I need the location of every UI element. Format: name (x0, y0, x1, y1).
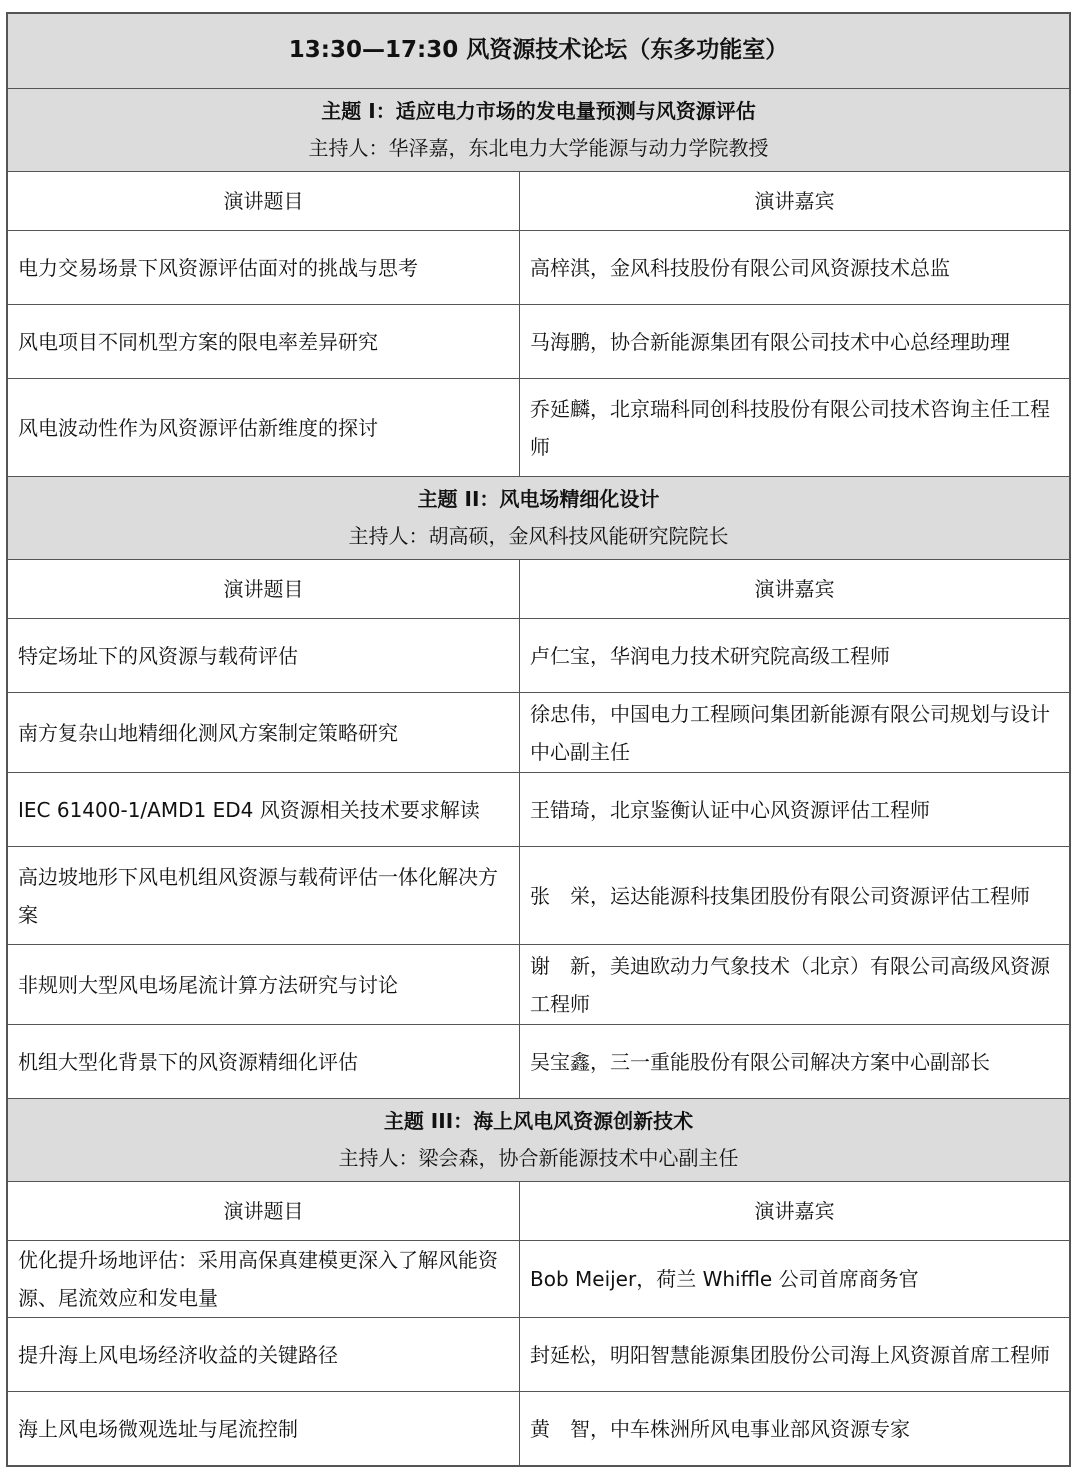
table-row (8, 847, 1070, 945)
talk-topic: 提升海上风电场经济收益的关键路径 (8, 1318, 520, 1392)
talk-speaker: 黄 智，中车株洲所风电事业部风资源专家 (520, 1392, 1070, 1466)
talk-speaker: 马海鹏，协合新能源集团有限公司技术中心总经理助理 (520, 305, 1070, 379)
table-row (8, 1392, 1070, 1466)
table-row (8, 231, 1070, 305)
section-host: 主持人：华泽嘉，东北电力大学能源与动力学院教授 (308, 136, 769, 160)
table-row (8, 693, 1070, 773)
column-header-row (8, 560, 1070, 619)
table-row (8, 945, 1070, 1025)
table-row (8, 619, 1070, 693)
column-header-topic: 演讲题目 (8, 1182, 520, 1241)
column-header-topic: 演讲题目 (8, 172, 520, 231)
talk-topic: 高边坡地形下风电机组风资源与载荷评估一体化解决方案 (8, 847, 520, 945)
section-header (8, 89, 1070, 172)
table-row (8, 305, 1070, 379)
talk-speaker: 徐忠伟，中国电力工程顾问集团新能源有限公司规划与设计中心副主任 (520, 693, 1070, 773)
section-header (8, 1099, 1070, 1182)
table-row (8, 1241, 1070, 1318)
column-header-topic: 演讲题目 (8, 560, 520, 619)
section-title: 主题 III：海上风电风资源创新技术 (383, 1109, 694, 1133)
talk-speaker: 谢 新，美迪欧动力气象技术（北京）有限公司高级风资源工程师 (520, 945, 1070, 1025)
table-row (8, 773, 1070, 847)
agenda-title-row (8, 14, 1070, 89)
talk-speaker: 高梓淇，金风科技股份有限公司风资源技术总监 (520, 231, 1070, 305)
talk-speaker: Bob Meijer，荷兰 Whiffle 公司首席商务官 (520, 1241, 1070, 1318)
talk-speaker: 张 栄，运达能源科技集团股份有限公司资源评估工程师 (520, 847, 1070, 945)
section-header-row (8, 477, 1070, 560)
talk-speaker: 吴宝鑫，三一重能股份有限公司解决方案中心副部长 (520, 1025, 1070, 1099)
talk-topic: 风电波动性作为风资源评估新维度的探讨 (8, 379, 520, 477)
section-title: 主题 I：适应电力市场的发电量预测与风资源评估 (321, 99, 756, 123)
table-row (8, 1025, 1070, 1099)
talk-topic: 非规则大型风电场尾流计算方法研究与讨论 (8, 945, 520, 1025)
talk-topic: 风电项目不同机型方案的限电率差异研究 (8, 305, 520, 379)
section-header-row (8, 1099, 1070, 1182)
column-header-speaker: 演讲嘉宾 (520, 1182, 1070, 1241)
column-header-speaker: 演讲嘉宾 (520, 560, 1070, 619)
talk-topic: 优化提升场地评估：采用高保真建模更深入了解风能资源、尾流效应和发电量 (8, 1241, 520, 1318)
talk-speaker: 乔延麟，北京瑞科同创科技股份有限公司技术咨询主任工程师 (520, 379, 1070, 477)
section-header (8, 477, 1070, 560)
column-header-row (8, 1182, 1070, 1241)
section-host: 主持人：胡高硕，金风科技风能研究院院长 (348, 524, 729, 548)
column-header-row (8, 172, 1070, 231)
talk-topic: 南方复杂山地精细化测风方案制定策略研究 (8, 693, 520, 773)
talk-speaker: 卢仁宝，华润电力技术研究院高级工程师 (520, 619, 1070, 693)
agenda-title: 13:30—17:30 风资源技术论坛（东多功能室） (8, 14, 1070, 89)
talk-topic: 机组大型化背景下的风资源精细化评估 (8, 1025, 520, 1099)
table-row (8, 1318, 1070, 1392)
table-row (8, 379, 1070, 477)
talk-speaker: 封延松，明阳智慧能源集团股份公司海上风资源首席工程师 (520, 1318, 1070, 1392)
talk-topic: 海上风电场微观选址与尾流控制 (8, 1392, 520, 1466)
forum-agenda-table (6, 12, 1071, 1467)
talk-topic: IEC 61400-1/AMD1 ED4 风资源相关技术要求解读 (8, 773, 520, 847)
talk-speaker: 王错琦，北京鉴衡认证中心风资源评估工程师 (520, 773, 1070, 847)
section-host: 主持人：梁会森，协合新能源技术中心副主任 (338, 1146, 739, 1170)
talk-topic: 特定场址下的风资源与载荷评估 (8, 619, 520, 693)
column-header-speaker: 演讲嘉宾 (520, 172, 1070, 231)
section-header-row (8, 89, 1070, 172)
talk-topic: 电力交易场景下风资源评估面对的挑战与思考 (8, 231, 520, 305)
section-title: 主题 II：风电场精细化设计 (417, 487, 660, 511)
